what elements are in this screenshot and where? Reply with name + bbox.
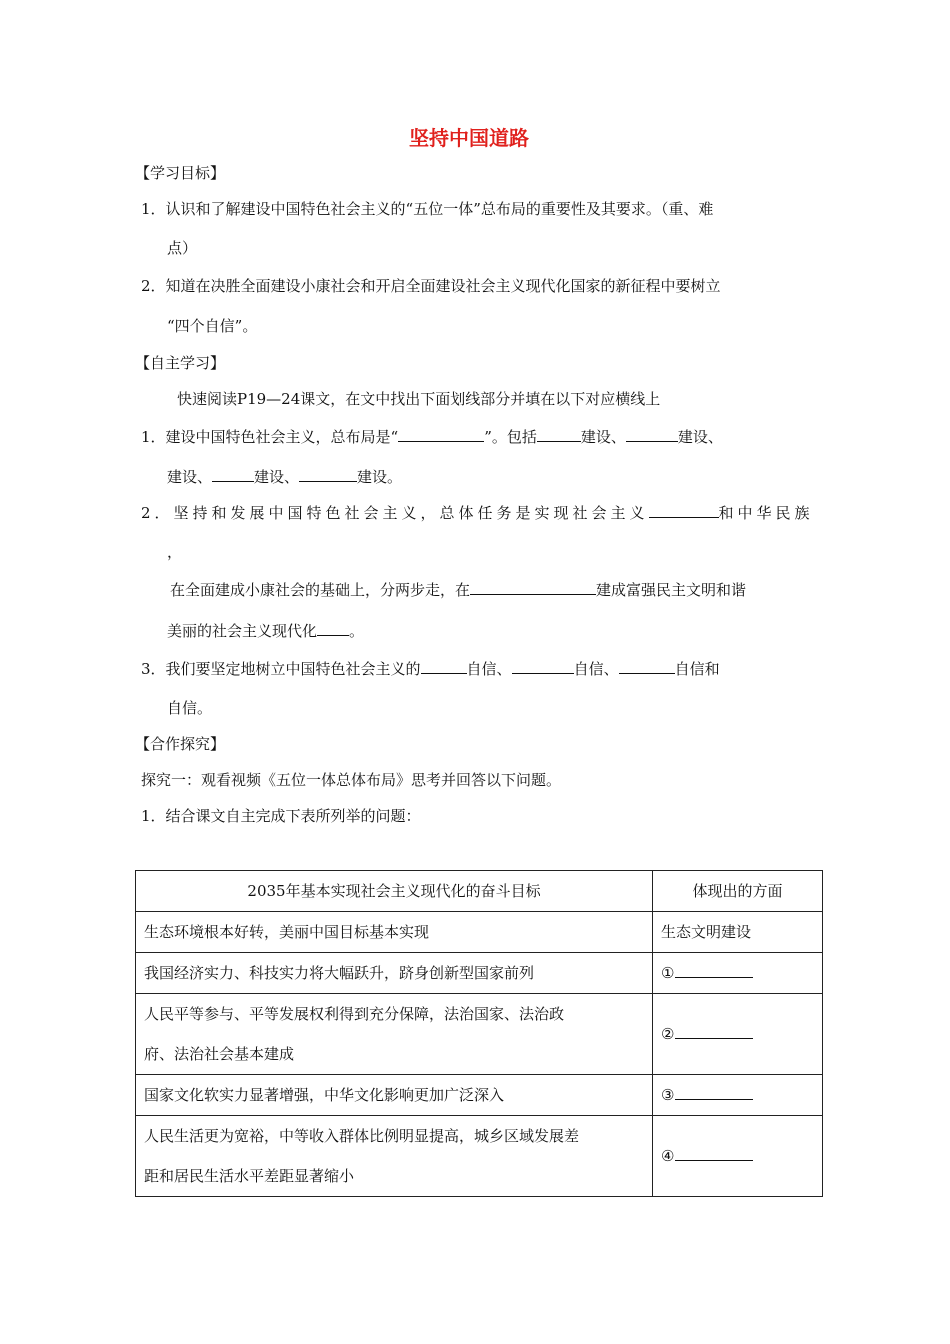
question-1-line-2 bbox=[167, 466, 402, 487]
explore-line-2: 1．结合课文自主完成下表所列举的问题： bbox=[141, 807, 421, 825]
section-heading-self-study: 【自主学习】 bbox=[135, 354, 226, 372]
question-3-line-1 bbox=[141, 658, 720, 679]
answer-marker: ③ bbox=[661, 1086, 675, 1104]
table-cell-line: 人民生活更为宽裕，中等收入群体比例明显提高，城乡区域发展差 bbox=[144, 1127, 580, 1145]
answer-blank[interactable] bbox=[675, 1148, 753, 1161]
page-title: 坚持中国道路 bbox=[409, 126, 529, 150]
answer-blank[interactable] bbox=[675, 1087, 753, 1100]
question-2-line-3 bbox=[167, 620, 364, 641]
table-row bbox=[136, 1116, 823, 1197]
fill-blank[interactable] bbox=[299, 466, 357, 482]
answer-marker: ① bbox=[661, 964, 675, 982]
fill-blank[interactable] bbox=[398, 426, 484, 442]
self-study-intro: 快速阅读P19—24课文，在文中找出下面划线部分并填在以下对应横线上 bbox=[177, 390, 661, 408]
question-1-text-d: 建设、 bbox=[677, 428, 723, 446]
table-header-goal: 2035年基本实现社会主义现代化的奋斗目标 bbox=[136, 871, 653, 912]
question-2-text-c: 在全面建成小康社会的基础上，分两步走，在 bbox=[170, 581, 471, 599]
fill-blank[interactable] bbox=[537, 426, 581, 442]
table-row bbox=[136, 912, 823, 953]
fill-blank[interactable] bbox=[317, 620, 349, 636]
question-3-text-d: 自信和 bbox=[674, 660, 720, 678]
table-header-aspect: 体现出的方面 bbox=[653, 871, 823, 912]
table-header-row bbox=[136, 871, 823, 912]
table-cell-line: 府、法治社会基本建成 bbox=[144, 1045, 295, 1063]
question-1-text-e: 建设、 bbox=[167, 468, 213, 486]
fill-blank[interactable] bbox=[512, 658, 574, 674]
question-2-text-d: 建成富强民主文明和谐 bbox=[596, 581, 747, 599]
goal-item-2-line-1: 2．知道在决胜全面建设小康社会和开启全面建设社会主义现代化国家的新征程中要树立 bbox=[141, 277, 721, 295]
table-row bbox=[136, 953, 823, 994]
fill-blank[interactable] bbox=[626, 426, 678, 442]
table-cell-line: 距和居民生活水平差距显著缩小 bbox=[144, 1167, 355, 1185]
fill-blank[interactable] bbox=[212, 466, 254, 482]
question-1-text-b: ”。包括 bbox=[484, 428, 537, 446]
table-cell-aspect: 生态文明建设 bbox=[653, 912, 823, 953]
table-cell-aspect bbox=[653, 953, 823, 994]
table-cell-goal: 我国经济实力、科技实力将大幅跃升，跻身创新型国家前列 bbox=[136, 953, 653, 994]
table-row bbox=[136, 1075, 823, 1116]
question-1-line-1 bbox=[141, 426, 723, 447]
table-cell-aspect bbox=[653, 1116, 823, 1197]
section-heading-cooperate: 【合作探究】 bbox=[135, 735, 226, 753]
fill-blank[interactable] bbox=[421, 658, 467, 674]
question-2-comma: ， bbox=[167, 543, 183, 561]
question-3-text-a: 3．我们要坚定地树立中国特色社会主义的 bbox=[141, 660, 421, 678]
answer-marker: ② bbox=[661, 1025, 675, 1043]
question-2-line-1 bbox=[141, 502, 814, 523]
answer-marker: ④ bbox=[661, 1147, 675, 1165]
fill-blank[interactable] bbox=[619, 658, 675, 674]
table-row bbox=[136, 994, 823, 1075]
goals-table bbox=[135, 870, 823, 1197]
explore-line-1: 探究一：观看视频《五位一体总体布局》思考并回答以下问题。 bbox=[141, 771, 562, 789]
fill-blank[interactable] bbox=[470, 579, 596, 595]
question-3-text-b: 自信、 bbox=[466, 660, 512, 678]
table-cell-goal bbox=[136, 1116, 653, 1197]
goal-item-1-line-2: 点） bbox=[167, 239, 198, 257]
question-2-line-2 bbox=[170, 579, 746, 600]
question-1-text-a: 1．建设中国特色社会主义，总布局是“ bbox=[141, 428, 399, 446]
goal-item-2-line-2: “四个自信”。 bbox=[167, 317, 258, 335]
table-cell-line: 人民平等参与、平等发展权利得到充分保障，法治国家、法治政 bbox=[144, 1005, 565, 1023]
table-cell-goal: 国家文化软实力显著增强，中华文化影响更加广泛深入 bbox=[136, 1075, 653, 1116]
question-1-text-g: 建设。 bbox=[357, 468, 403, 486]
section-heading-goals: 【学习目标】 bbox=[135, 164, 226, 182]
question-2-text-a: 2．坚持和发展中国特色社会主义，总体任务是实现社会主义 bbox=[141, 504, 649, 522]
table-cell-goal: 生态环境根本好转，美丽中国目标基本实现 bbox=[136, 912, 653, 953]
table-cell-aspect bbox=[653, 994, 823, 1075]
goal-item-1-line-1: 1．认识和了解建设中国特色社会主义的“五位一体”总布局的重要性及其要求。（重、难 bbox=[141, 200, 714, 218]
question-1-text-f: 建设、 bbox=[254, 468, 300, 486]
question-3-text-c: 自信、 bbox=[573, 660, 619, 678]
fill-blank[interactable] bbox=[649, 502, 719, 518]
question-3-line-2: 自信。 bbox=[167, 699, 213, 717]
question-2-text-b: 和中华民族 bbox=[718, 504, 814, 522]
answer-blank[interactable] bbox=[675, 965, 753, 978]
answer-blank[interactable] bbox=[675, 1026, 753, 1039]
question-1-text-c: 建设、 bbox=[580, 428, 626, 446]
question-2-text-e: 美丽的社会主义现代化 bbox=[167, 622, 318, 640]
table-cell-aspect bbox=[653, 1075, 823, 1116]
question-2-text-f: 。 bbox=[349, 622, 365, 640]
table-cell-goal bbox=[136, 994, 653, 1075]
